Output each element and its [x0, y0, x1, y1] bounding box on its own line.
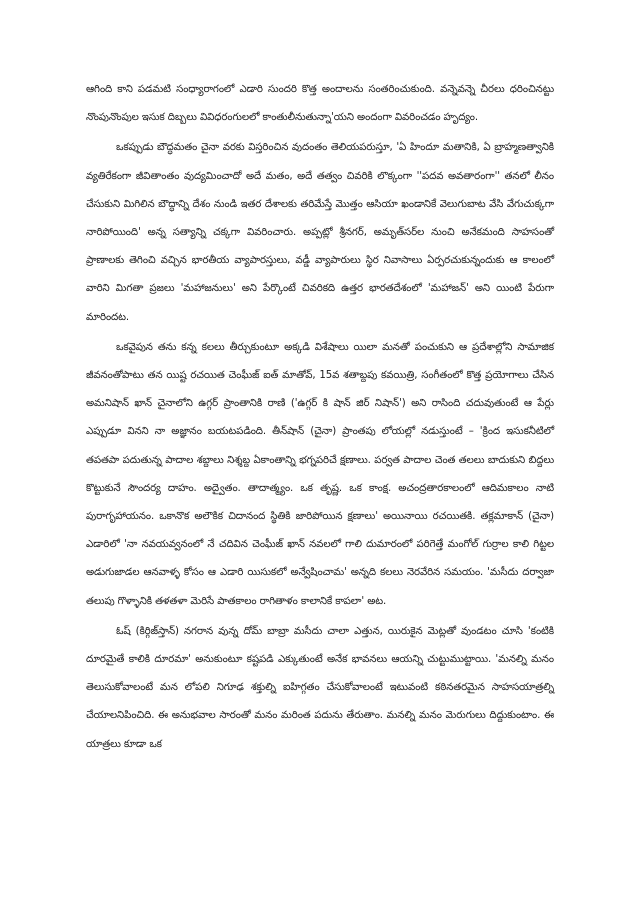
- paragraph-2: ఒకప్పుడు బౌద్ధమతం చైనా వరకు విస్తరించిన వుదంతం తెలియపరుస్తూ, 'ఏ హిందూ మతానికి, ఏ బ్రాహ్మణత్వానికి వ్యతిరేకంగా జీవితాంతం వుద్యమించాదో అదే మతం, అదే తత్వం చివరికి లొక్కంగా ''పదవ అవతారంగా'' తనలో లీనం చేసుకుని మిగిలిన బౌద్ధాన్ని దేశం నుండి ఇతర దేశాలకు తరిమేస్తే మొత్తం ఆసియా ఖండానికే వెలుగుబాట వేసి వేగుచుక్కగా నారిపోయింది' అన్న సత్యాన్ని చక్కగా వివరించారు. అప్పట్లో శ్రీనగర్, అమృత్‌సర్‌ల నుంచి అనేకమంది సాహసంతో ప్రాణాలకు తెగించి వచ్చిన భారతీయ వ్యాపారస్తులు, వడ్డీ వ్యాపారులు స్థిర నివాసాలు ఏర్పరచుకున్నందుకు ఆ కాలంలో వారిని మిగతా ప్రజలు 'మహాజనులు' అని పేర్కొంటే చివరికది ఉత్తర భారతదేశంలో 'మహాజన్' అని యింటి పేరుగా మారిందట.: [86, 142, 554, 323]
- paragraph-1: ఆగింది కాని పడమటి సంధ్యారాగంలో ఎడారి సుందరి కొత్త అందాలను సంతరించుకుంది. వన్నెవన్నె చీరలు ధరించినట్టు నొంపునొంపుల ఇసుక దిబ్బలు వివిధరంగులలో కాంతులీనుతున్నా'యని అందంగా వివరించడం హృద్యం.: [86, 84, 554, 124]
- paragraph-4: ఓష్ (కిర్గిజ్‌స్తాన్) నగరాన వున్న దోమ్ బాబ్రా మసీదు చాలా ఎత్తున, యిరుకైన మెట్లతో వుండటం చూసి 'కంటికి దూరమైతే కాలికి దూరమా' అనుకుంటూ కష్టపడి ఎక్కుతుంటే అనేక భావనలు ఆయన్ని చుట్టుముట్టాయి. 'మనల్ని మనం తెలుసుకోవాలంటే మన లోపలి నిగూఢ శక్తుల్ని ఐహిగ్గతం చేసుకోవాలంటే ఇటువంటి కఠినతరమైన సాహసయాత్రల్ని చేయాలనిపించిది. ఈ అనుభవాల సారంతో మనం మరింత పదును తేరుతాం. మనల్ని మనం మెరుగులు దిద్దుకుంటాం. ఈ యాత్రలు కూడా ఒక: [86, 625, 554, 750]
- paragraph-3: ఒకవైపున తను కన్న కలలు తీర్చుకుంటూ అక్కడి విశేషాలు యిలా మనతో పంచుకుని ఆ ప్రదేశాల్లోని సామాజిక జీవనంతోపాటు తన యిష్ట రచయిత చెంఘీజ్ ఐత్ మాతోవ్, 15వ శతాబ్దపు కవయిత్రి, సంగీతంలో కొత్త ప్రయోగాలు చేసిన అమనిషాన్ ఖాన్ చైనాలోని ఉగ్గర్ ప్రాంతానికి రాణి ('ఉగ్గర్ కి షాన్ జిర్ నిషాన్') అని రాసింది చదువుతుంటే ఆ పేర్లు ఎప్పుడూ వినని నా అజ్ఞానం బయటపడింది. తీన్‌షాన్ (చైనా) ప్రాంతపు లోయల్లో నడుస్తుంటే – 'క్రింద ఇసుకనీటిలో తపతపా పదుతున్న పాదాల శబ్దాలు నిశ్శబ్ద ఏకాంతాన్ని భగ్నపరిచే క్షణాలు. పర్వత పాదాల చెంత తలలు బాదుకుని బిద్దలు కొట్టుకునే సౌందర్య దాహం. అద్వైతం. తాదాత్మ్యం. ఒక తృష్ణ. ఒక కాంక్ష. అచంద్రతారకాలంలో ఆదిమకాలం నాటి పురాగృహాయనం. ఒకానొక అలౌకిక చిదానంద స్థితికి జారిపోయిన క్షణాలు' అయినాయి రచయితకి. తక్లమాకాన్ (చైనా) ఎడారిలో 'నా నవయవ్వనంలో నే చదివిన చెంఘీజ్ ఖాన్ నవలలో గాలి దుమారంలో పరిగెత్తే మంగోల్ గుర్రాల కాలి గిట్టల అడుగుజాడల ఆనవాళ్ళ కోసం ఆ ఎడారి యిసుకలో అన్వేషించామ' అన్నది కలలు నెరవేరిన సమయం. 'మసీదు దర్వాజా తలుపు గొళ్ళానికి తళతళా మెరిసే పాతకాలం రాగితాళం కాలానికే కాపలా' అట.: [86, 341, 554, 607]
